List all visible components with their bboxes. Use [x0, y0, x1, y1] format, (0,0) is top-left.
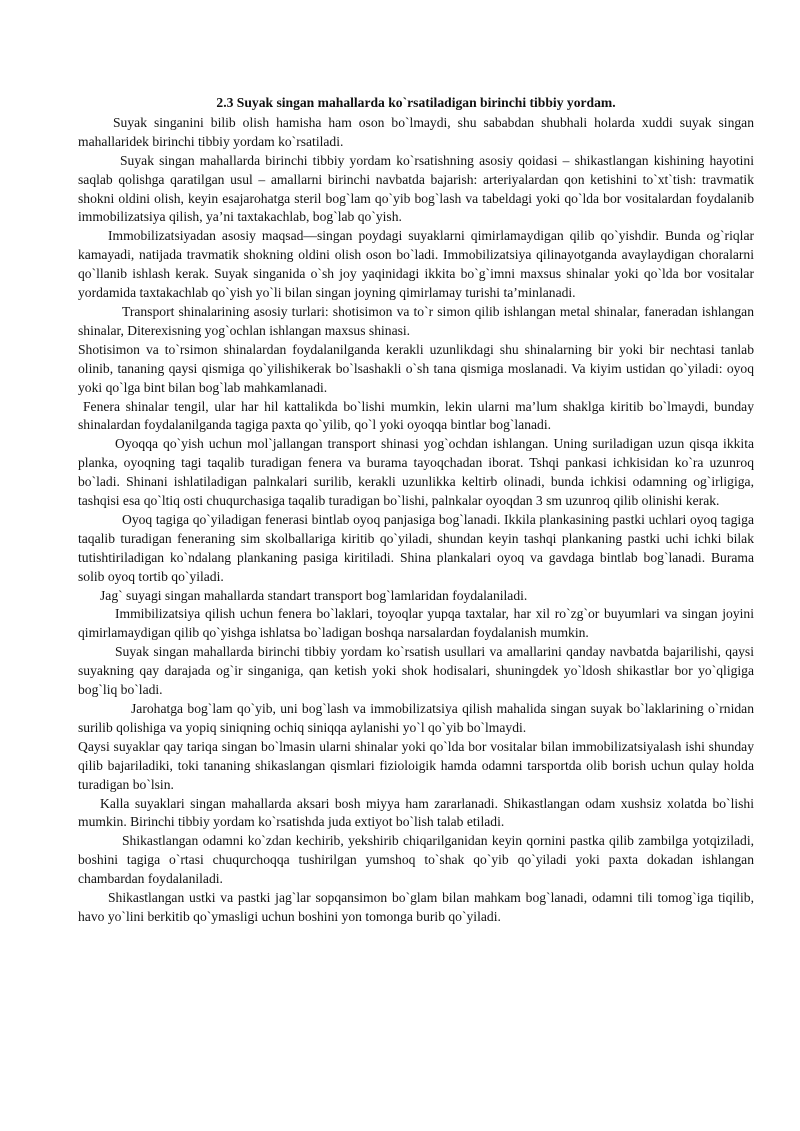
paragraph: Suyak singanini bilib olish hamisha ham oson bo`lmaydi, shu sababdan shubhali holarda xuddi suyak singan mahallaridek birinchi tibbiy yordam ko`rsatiladi. [78, 114, 754, 149]
paragraph: Suyak singan mahallarda birinchi tibbiy yordam ko`rsatishning asosiy qoidasi – shikastlangan kishining hayotini saqlab qolishga qaratilgan usul – amallarni birinchi navbatda bajarish: arteriyalardan qon ketishini to`xt`tish: travmatik shokni oldini olish, keyin esajarohatga steril bog`lam qo`yib bog`lash va tabeldagi yoki qo`lda bor vositalardan foydalanib immobilizatsiya qilish, ya’ni taxtakachlab, bog`lab qo`yish. [78, 152, 754, 225]
document-page [78, 94, 754, 927]
paragraph: Oyoq tagiga qo`yiladigan fenerasi bintlab oyoq panjasiga bog`lanadi. Ikkila plankasining pastki uchlari oyoq tagiga taqalib turadigan feneraning sim skolballariga kiritib qo`yiladi, shundan keyin tashqi plankaning pastki uchi ichki bilak tutishtiriladigan ko`ndalang plankaning pasiga kiritiladi. Shina plankalari oyoq va gavdaga bintlab bog`lanadi. Burama solib oyoq tortib qo`yiladi. [78, 511, 754, 584]
paragraph: Immibilizatsiya qilish uchun fenera bo`laklari, toyoqlar yupqa taxtalar, har xil ro`zg`or buyumlari va singan joyini qimirlamaydigan qilib qo`yishga ishlatsa bo`ladigan boshqa narsalardan foydalanish mumkin. [78, 606, 754, 641]
paragraph: Shotisimon va to`rsimon shinalardan foydalanilganda kerakli uzunlikdagi shu shinalarning bir yoki bir nechtasi tanlab olinib, tananing qaysi qismiga qo`yilishikerak bo`lsashakli o`sh tana qismiga moslanadi. Va kiyim ustidan qo`yiladi: oyoq yoki qo`lga bint bilan bog`lab mahkamlanadi. [78, 341, 754, 395]
paragraph: Shikastlangan ustki va pastki jag`lar sopqansimon bo`glam bilan mahkam bog`lanadi, odamni tili tomog`iga tiqilib, havo yo`lini berkitib qo`ymasligi uchun boshini yon tomonga burib qo`yiladi. [78, 890, 754, 924]
paragraph: Suyak singan mahallarda birinchi tibbiy yordam ko`rsatish usullari va amallarini qanday navbatda bajarilishi, qaysi suyakning qay darajada og`ir singaniga, qan ketish yoki shok hodisalari, shuningdek yo`ldosh shikastlar bor yo`qligiga bog`liq bo`ladi. [78, 644, 754, 698]
paragraph: Immobilizatsiyadan asosiy maqsad—singan poydagi suyaklarni qimirlamaydigan qilib qo`yishdir. Bunda og`riqlar kamayadi, natijada travmatik shokning oldini olish oson bo`ladi. Immobilizatsiya qilinayotganda avaylaydigan choralarni qo`llanib ishlash kerak. Suyak singanida o`sh joy yaqinidagi ikkita bo`g`imni maxsus shinalar yoki qo`lda bor vositalar yordamida taxtakachlab qo`yish yo`li bilan singan joyning qimirlamay turishi ta’minlanadi. [78, 228, 754, 301]
paragraph: Fenera shinalar tengil, ular har hil kattalikda bo`lishi mumkin, lekin ularni ma’lum shaklga kiritib bo`lmaydi, bunday shinalardan foydalanilganda tagiga paxta qo`yilib, qo`l yoki oyoqqa bintlar bog`lanadi. [78, 398, 754, 433]
paragraph: Jag` suyagi singan mahallarda standart transport bog`lamlaridan foydalaniladi. [100, 587, 528, 603]
paragraph: Transport shinalarining asosiy turlari: shotisimon va to`r simon qilib ishlangan metal shinalar, faneradan ishlangan shinalar, Diterexisning yog`ochlan ishlangan maxsus shinasi. [78, 303, 754, 338]
section-title: 2.3 Suyak singan mahallarda ko`rsatiladigan birinchi tibbiy yordam. [216, 95, 616, 110]
paragraph: Qaysi suyaklar qay tariqa singan bo`lmasin ularni shinalar yoki qo`lda bor vositalar bilan immobilizatsiyalash ishi shunday qilib bajariladiki, toki tananing shikaslangan qismlari fizioloigik hamda odamni tarsportda olib borish uchun qulay holda turadigan bo`lsin. [78, 738, 754, 792]
paragraph: Kalla suyaklari singan mahallarda aksari bosh miyya ham zararlanadi. Shikastlangan odam xushsiz xolatda bo`lishi mumkin. Birinchi tibbiy yordam ko`rsatishda juda extiyot bo`lish talab etiladi. [78, 795, 754, 830]
paragraph: Oyoqqa qo`yish uchun mol`jallangan transport shinasi yog`ochdan ishlangan. Uning suriladigan uzun qisqa ikkita planka, oyoqning tagi taqalib turadigan fenera va burama tayoqchadan iborat. Tshqi pankasi ichkisidan ko`ra uzunroq bo`ladi. Shinani ishlatiladigan palnkalari surilib, kerakli uzunlikka keltirb olinadi, bunda ichkisi odamning og`irligiga, tashqisi esa qo`ltiq osti chuqurchasiga taqalib turadigan bo`lishi, palnkalar oyoqdan 3 sm uzunroq qilib olinishi kerak. [78, 436, 754, 509]
paragraph: Shikastlangan odamni ko`zdan kechirib, yekshirib chiqarilganidan keyin qornini pastka qilib zambilga yotqiziladi, boshini tagiga o`rtasi chuqurchoqqa tushirilgan yumshoq to`shak qo`yib qo`yiladi yoki paxta dokadan ishlangan chambardan foydalaniladi. [78, 833, 754, 887]
paragraph: Jarohatga bog`lam qo`yib, uni bog`lash va immobilizatsiya qilish mahalida singan suyak bo`laklarining o`rnidan surilib qolishiga va yopiq siniqning ochiq siniqqa aylanishi yo`l qo`yib bo`lmaydi. [78, 701, 754, 735]
